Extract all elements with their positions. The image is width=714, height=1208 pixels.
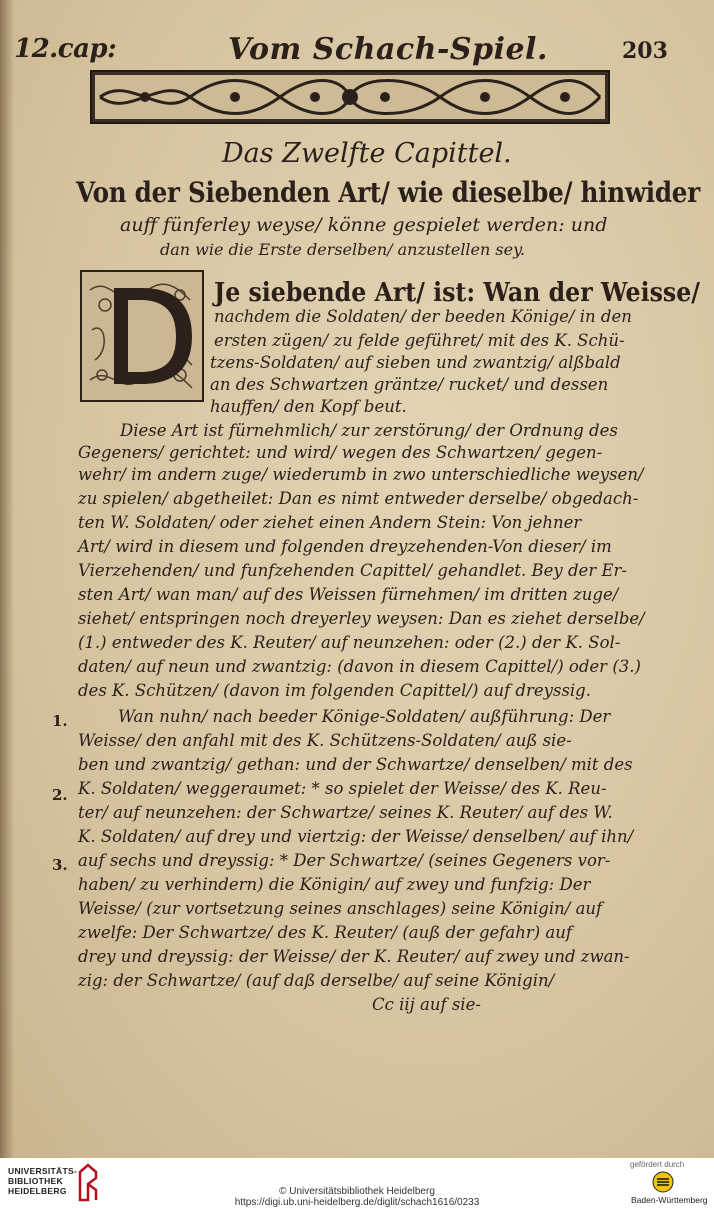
text-line: Cc iij auf sie- — [372, 995, 481, 1014]
margin-number: 3. — [52, 856, 68, 874]
text-line: zu spielen/ abgetheilet: Dan es nimt entweder derselbe/ obgedach- — [78, 489, 639, 508]
sponsor-label: gefördert durch — [630, 1160, 685, 1169]
text-line: nachdem die Soldaten/ der beeden Könige/ in den — [214, 307, 632, 326]
margin-number: 2. — [52, 786, 68, 804]
state-emblem-icon[interactable] — [652, 1171, 674, 1193]
text-line: K. Soldaten/ weggeraumet: * so spielet der Weisse/ des K. Reu- — [78, 779, 607, 798]
text-line: ter/ auf neunzehen: der Schwartze/ seines K. Reuter/ auf des W. — [78, 803, 613, 822]
chapter-heading-line-2: auff fünferley weyse/ könne gespielet werden: und — [120, 214, 608, 236]
ornamental-headpiece — [90, 70, 610, 124]
page-number: 203 — [622, 38, 668, 64]
text-line: ten W. Soldaten/ oder ziehet einen Andern Stein: Von jehner — [78, 513, 582, 532]
library-name-line-1: UNIVERSITÄTS- — [8, 1166, 78, 1176]
decorated-initial-d — [80, 270, 204, 402]
sponsor-name: Baden-Württemberg — [631, 1195, 708, 1205]
text-line: tzens-Soldaten/ auf sieben und zwantzig/ alßbald — [210, 353, 621, 372]
text-line: Wan nuhn/ nach beeder Könige-Soldaten/ außführung: Der — [118, 707, 611, 726]
text-line: daten/ auf neun und zwantzig: (davon in diesem Capittel/) oder (3.) — [78, 657, 641, 676]
text-line: Art/ wird in diesem und folgenden dreyzehenden-Von dieser/ im — [78, 537, 612, 556]
text-line: siehet/ entspringen noch dreyerley weysen: Dan es ziehet derselbe/ — [78, 609, 645, 628]
copyright-notice: © Universitätsbibliothek Heidelberg — [279, 1186, 435, 1197]
text-line: des K. Schützen/ (davon im folgenden Capittel/) auf dreyssig. — [78, 681, 591, 700]
text-line: ben und zwantzig/ gethan: und der Schwartze/ denselben/ mit des — [78, 755, 633, 774]
text-line: Je siebende Art/ ist: Wan der Weisse/ — [214, 278, 700, 308]
chapter-title: Das Zwelfte Capittel. — [222, 138, 512, 169]
footer-bar — [0, 1158, 714, 1208]
text-line: zwelfe: Der Schwartze/ des K. Reuter/ (auß der gefahr) auf — [78, 923, 572, 942]
text-line: zig: der Schwartze/ (auf daß derselbe/ auf seine Königin/ — [78, 971, 555, 990]
text-line: an des Schwartzen gräntze/ rucket/ und dessen — [210, 375, 609, 394]
text-line: haben/ zu verhindern) die Königin/ auf zwey und funfzig: Der — [78, 875, 591, 894]
text-line: Weisse/ (zur vortsetzung seines anschlages) seine Königin/ auf — [78, 899, 603, 918]
text-line: K. Soldaten/ auf drey und viertzig: der Weisse/ denselben/ auf ihn/ — [78, 827, 634, 846]
text-line: Weisse/ den anfahl mit des K. Schützens-Soldaten/ auß sie- — [78, 731, 572, 750]
text-line: Gegeners/ gerichtet: und wird/ wegen des Schwartzen/ gegen- — [78, 443, 603, 462]
text-line: wehr/ im andern zuge/ wiederumb in zwo unterschiedliche weysen/ — [78, 465, 644, 484]
chapter-heading-line-3: dan wie die Erste derselben/ anzustellen sey. — [160, 240, 526, 259]
library-name-line-2: BIBLIOTHEK — [8, 1176, 63, 1186]
text-line: (1.) entweder des K. Reuter/ auf neunzehen: oder (2.) der K. Sol- — [78, 633, 621, 652]
text-line: auf sechs und dreyssig: * Der Schwartze/ (seines Gegeners vor- — [78, 851, 611, 870]
text-line: Vierzehenden/ und funfzehenden Capittel/ gehandlet. Bey der Er- — [78, 561, 627, 580]
text-line: sten Art/ wan man/ auf des Weissen fürnehmen/ im dritten zuge/ — [78, 585, 619, 604]
running-title: Vom Schach-Spiel. — [228, 32, 548, 67]
text-line: ersten zügen/ zu felde geführet/ mit des K. Schü- — [214, 331, 625, 350]
text-line: drey und dreyssig: der Weisse/ der K. Reuter/ auf zwey und zwan- — [78, 947, 630, 966]
margin-number: 1. — [52, 712, 68, 730]
chapter-heading-line-1: Von der Siebenden Art/ wie dieselbe/ hinwider — [76, 176, 700, 209]
permalink-url[interactable]: https://digi.ub.uni-heidelberg.de/diglit/schach1616/0233 — [234, 1197, 480, 1208]
text-line: hauffen/ den Kopf beut. — [210, 397, 407, 416]
text-line: Diese Art ist fürnehmlich/ zur zerstörung/ der Ordnung des — [120, 421, 618, 440]
chapter-reference: 12.cap: — [14, 34, 117, 64]
library-name-line-3: HEIDELBERG — [8, 1186, 67, 1196]
